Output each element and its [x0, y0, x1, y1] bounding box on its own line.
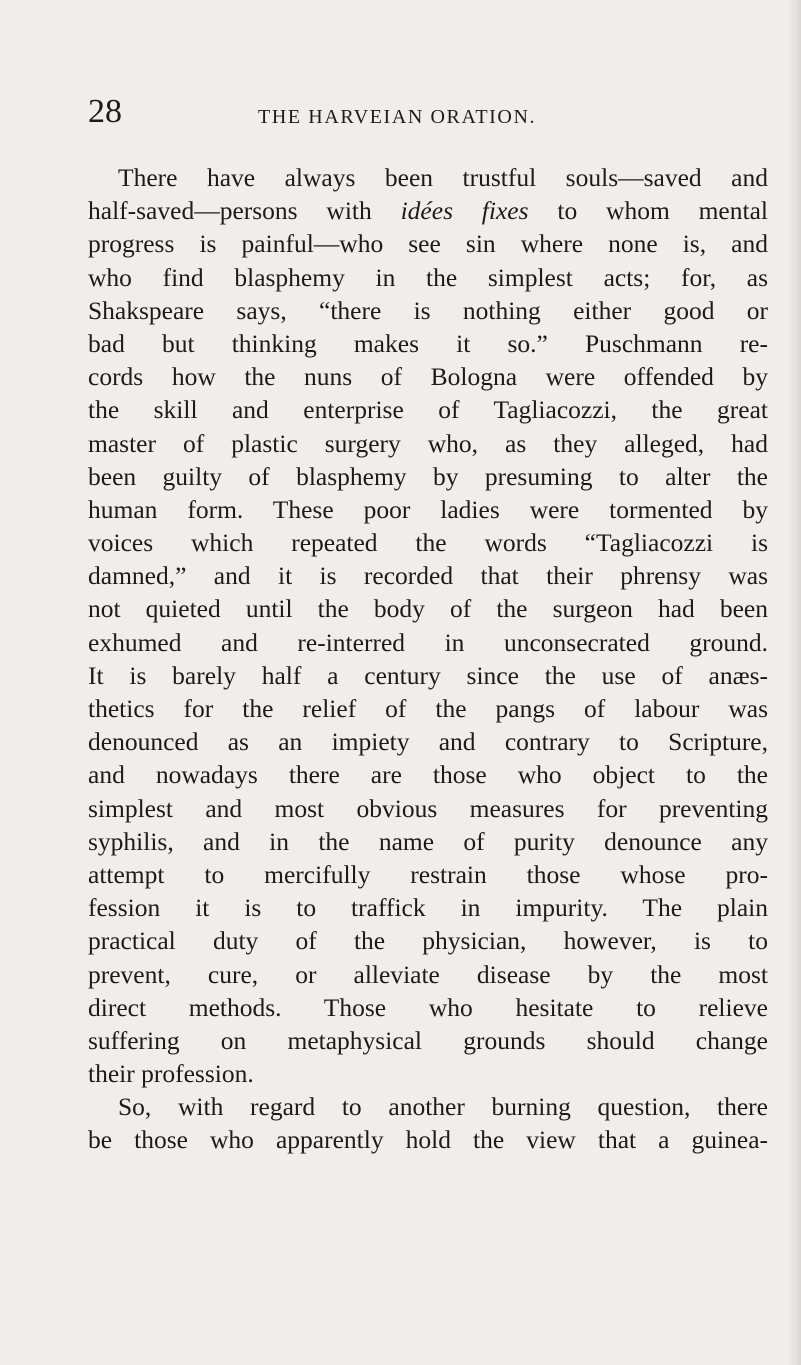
page-edge-shadow [787, 0, 801, 1365]
text-line: cords how the nuns of Bologna were offended by [88, 362, 768, 392]
text-line: human form. These poor ladies were tormented by [88, 494, 768, 524]
paragraph [88, 161, 768, 1090]
text-line: bad but thinking makes it so.” Puschmann re- [88, 328, 768, 358]
text-line: and nowadays there are those who object to the [88, 760, 768, 790]
text-line: suffering on metaphysical grounds should change [88, 1025, 768, 1055]
text-line: not quieted until the body of the surgeon had been [88, 594, 768, 624]
text-line: There have always been trustful souls—saved and [118, 163, 768, 192]
body-text [88, 161, 768, 1157]
page-number: 28 [88, 93, 122, 130]
text-line: be those who apparently hold the view that a guinea- [88, 1125, 768, 1155]
italic-phrase: idées fixes [400, 196, 529, 226]
page-header [0, 92, 801, 136]
text-line: master of plastic surgery who, as they alleged, had [88, 428, 768, 458]
text-fragment: to whom mental [528, 196, 768, 226]
text-line: damned,” and it is recorded that their phrensy was [88, 561, 768, 591]
text-line: progress is painful—who see sin where none is, and [88, 229, 768, 259]
text-line: denounced as an impiety and contrary to Scripture, [88, 727, 768, 757]
text-line: Shakspeare says, “there is nothing either good or [88, 295, 768, 325]
text-line: voices which repeated the words “Tagliacozzi is [88, 528, 768, 558]
running-title: THE HARVEIAN ORATION. [258, 106, 537, 128]
text-fragment: half-saved—persons with [88, 196, 401, 226]
text-line: practical duty of the physician, however, is to [88, 926, 768, 956]
text-line: thetics for the relief of the pangs of labour was [88, 694, 768, 723]
text-line: syphilis, and in the name of purity denounce any [88, 826, 768, 856]
text-line: who find blasphemy in the simplest acts; for, as [88, 262, 768, 292]
text-line: the skill and enterprise of Tagliacozzi, the great [88, 395, 768, 425]
text-line: So, with regard to another burning question, there [118, 1092, 768, 1122]
text-line: attempt to mercifully restrain those whose pro- [88, 859, 768, 889]
text-line: been guilty of blasphemy by presuming to alter the [88, 461, 768, 491]
text-line [88, 194, 768, 227]
text-line: their profession. [88, 1059, 254, 1089]
paragraph [88, 1090, 768, 1156]
text-line: prevent, cure, or alleviate disease by the most [88, 959, 768, 989]
text-line: direct methods. Those who hesitate to relieve [88, 992, 768, 1022]
text-line: simplest and most obvious measures for preventing [88, 793, 768, 823]
text-line: It is barely half a century since the use of anæs- [88, 660, 768, 690]
text-line: fession it is to traffick in impurity. The plain [88, 893, 768, 923]
text-line: exhumed and re-interred in unconsecrated ground. [88, 627, 768, 657]
